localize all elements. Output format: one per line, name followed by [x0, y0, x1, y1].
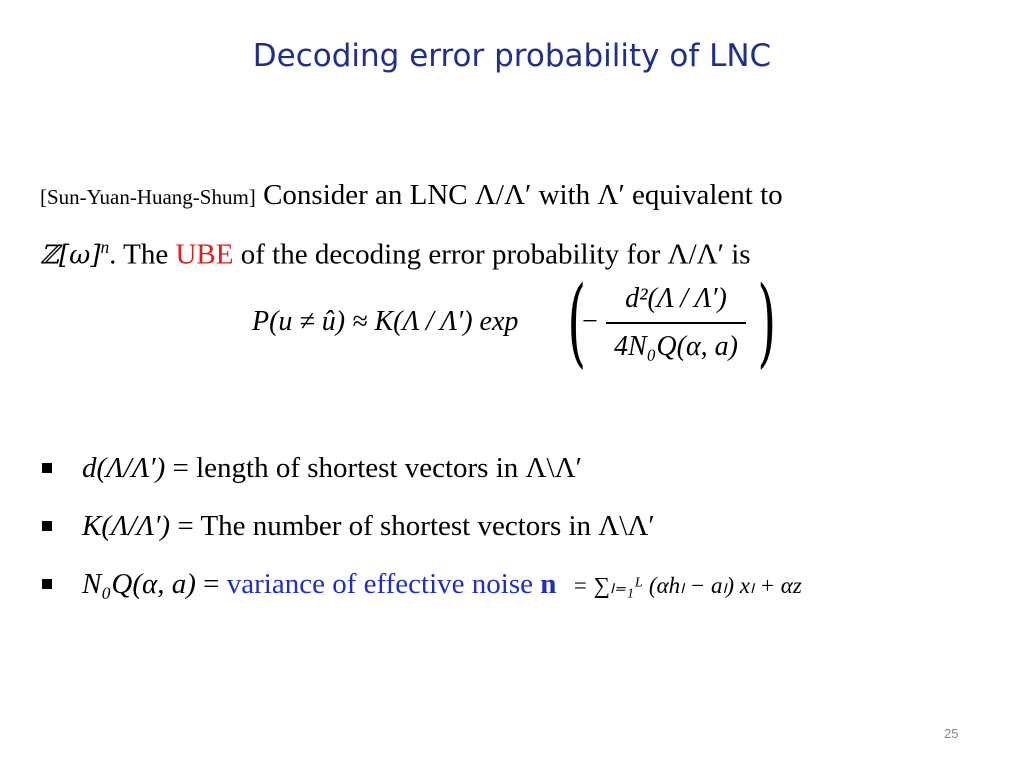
intro-line-1-text: Consider an LNC Λ/Λ′ with Λ′ equivalent to	[263, 179, 783, 211]
bullet-equals: =	[165, 452, 197, 484]
intro-line-1	[40, 170, 990, 222]
bullet-item-d	[40, 444, 1000, 502]
formula-minus: −	[582, 306, 598, 337]
bullet-square-icon	[42, 521, 52, 531]
intro-paragraph	[40, 170, 990, 281]
formula-left-paren: (	[567, 266, 587, 378]
noise-symbol: n	[540, 568, 557, 600]
page-number: 25	[944, 726, 959, 741]
bullet-text: length of shortest vectors in Λ\Λ′	[196, 452, 582, 484]
formula-numerator: d²(Λ / Λ′)	[625, 283, 727, 314]
formula-denominator: 4N₀Q(α, a)	[614, 330, 738, 362]
bullet-item-k	[40, 502, 1000, 560]
bullet-equals: =	[170, 510, 201, 542]
citation: [Sun-Yuan-Huang-Shum]	[40, 185, 256, 209]
bullet-equals: =	[195, 568, 227, 600]
definition-list	[40, 444, 1000, 618]
formula-lhs: P(u ≠ û) ≈ K(Λ / Λ′) exp	[252, 306, 519, 337]
formula-fraction	[606, 278, 746, 368]
fraction-bar	[606, 322, 746, 324]
lattice-symbol: ℤ[ω]	[40, 240, 101, 271]
lattice-exponent: n	[100, 237, 110, 257]
noise-equation: = ∑ₗ₌₁ᴸ (αhₗ − aₗ) xₗ + αz	[572, 573, 802, 598]
bullet-math: d(Λ/Λ′)	[82, 452, 166, 484]
intro-line-2-post: of the decoding error probability for Λ/Λ′ is	[233, 238, 751, 271]
bullet-math: K(Λ/Λ′)	[82, 510, 171, 542]
ube-highlight: UBE	[175, 238, 234, 271]
bullet-text: variance of effective noise	[226, 568, 541, 600]
bullet-square-icon	[42, 579, 52, 589]
bullet-math: N₀Q(α, a)	[82, 568, 196, 600]
slide-title: Decoding error probability of LNC	[252, 38, 772, 74]
bullet-square-icon	[42, 463, 52, 473]
bullet-item-noise	[40, 560, 1000, 618]
formula-right-paren: )	[757, 266, 777, 378]
bullet-text: The number of shortest vectors in Λ\Λ′	[200, 510, 655, 542]
intro-line-2	[40, 222, 990, 281]
intro-line-2-pre: . The	[109, 238, 176, 271]
